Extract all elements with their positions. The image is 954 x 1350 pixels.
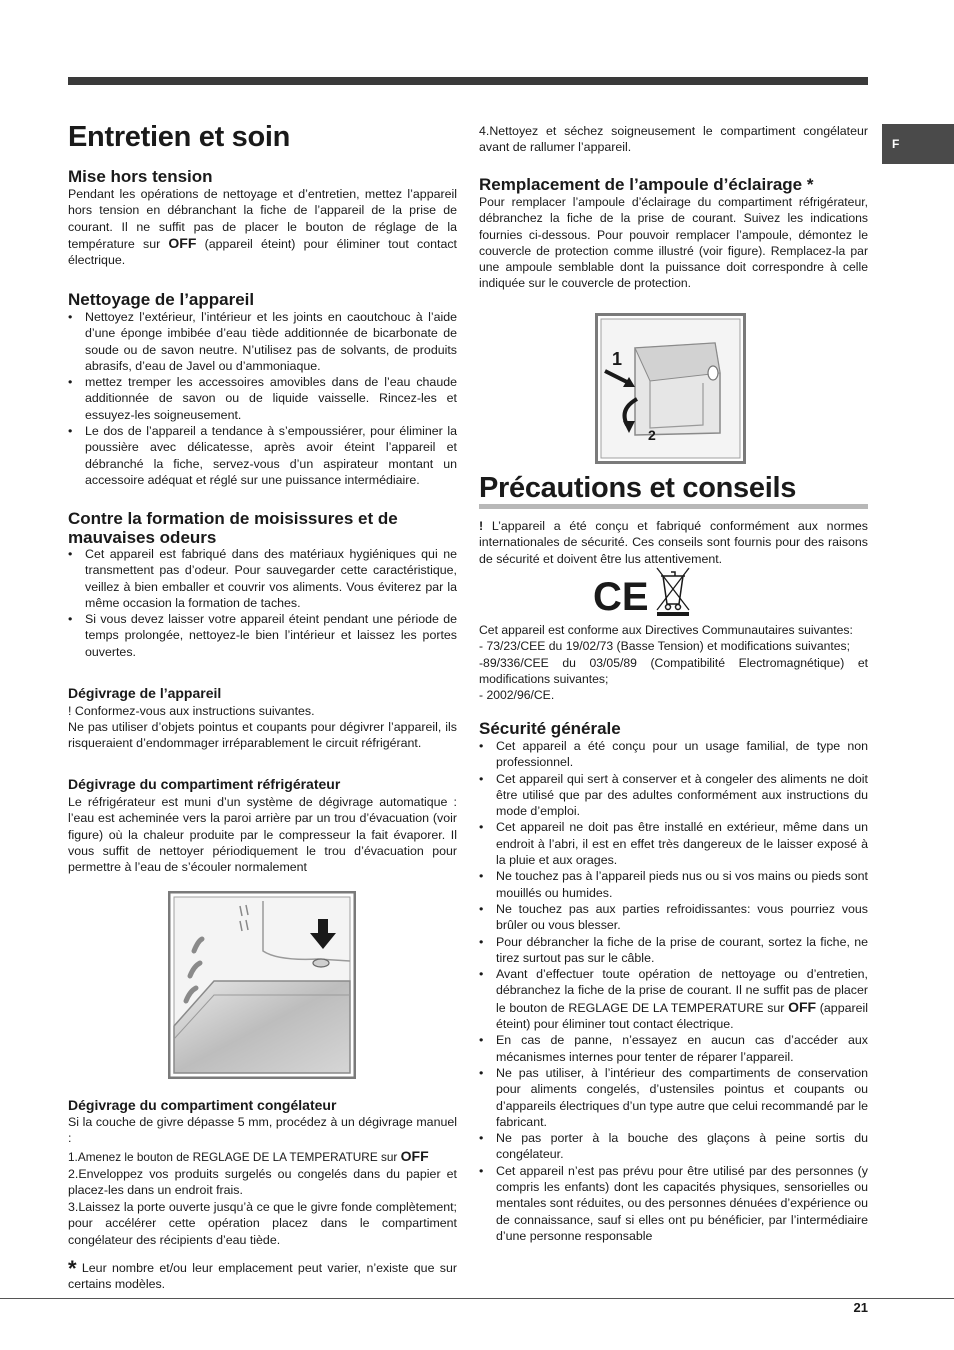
list-item: • Nettoyez l’extérieur, l’intérieur et les joints en caoutchouc à l’aide d’une éponge imbibée d’eau tiède additionnée de bicarbonate de soude ou de savon neutre. N’utilisez pas de solvants, de produits abrasifs, d’eau de Javel ou d’ammoniaque. <box>68 309 457 374</box>
header-rule <box>68 77 868 85</box>
heading-degivrage: Dégivrage de l’appareil <box>68 685 222 701</box>
section-title-entretien: Entretien et soin <box>68 121 291 153</box>
refrigerator-drain-illustration <box>168 891 356 1079</box>
degivrage-note: ! Conformez-vous aux instructions suivantes. <box>68 704 315 718</box>
figure-refrigerator-drain <box>168 891 356 1079</box>
language-tab: F <box>882 124 954 164</box>
list-item: • Ne touchez pas aux parties refroidissantes: vous pourriez vous brûler ou vous blesser. <box>479 901 868 934</box>
figure-label-1: 1 <box>612 349 623 369</box>
heading-degivrage-refrigerateur: Dégivrage du compartiment réfrigérateur <box>68 776 341 792</box>
heading-nettoyage: Nettoyage de l’appareil <box>68 290 255 309</box>
list-item: • Le dos de l’appareil a tendance à s’empoussiérer, pour éliminer la poussière avec délicatesse, après avoir éteint l’appareil et débranché la fiche, servez-vous d’un aspirateur montant un accessoire adéquat et réglé sur une puissance intermédiaire. <box>68 423 457 488</box>
warning-mark: ! <box>479 519 484 533</box>
ce-weee-icon <box>591 566 691 616</box>
section-title-precautions-wrap <box>479 471 868 511</box>
off-label: OFF <box>400 1148 429 1164</box>
list-item: • Ne pas porter à la bouche des glaçons à peine sortis du congélateur. <box>479 1130 868 1163</box>
list-item: • mettez tremper les accessoires amovibles dans de l’eau chaude additionnée de savon ou de liquide vaisselle. Rincez-les et essuyez-les soigneusement. <box>68 374 457 423</box>
page-number: 21 <box>853 1300 868 1315</box>
congelateur-step-2: 2.Enveloppez vos produits surgelés ou congelés dans du papier et placez-les dans un endroit frais. <box>68 1167 457 1198</box>
heading-ampoule: Remplacement de l’ampoule d’éclairage * <box>479 175 814 194</box>
heading-mise-hors-tension: Mise hors tension <box>68 167 213 186</box>
heading-degivrage-congelateur: Dégivrage du compartiment congélateur <box>68 1097 337 1113</box>
list-item: • Cet appareil qui sert à conserver et à congeler des aliments ne doit être utilisé que par des adultes conformément aux instructions du mode d’emploi. <box>479 771 868 820</box>
footnote-asterisk: * <box>68 1256 77 1281</box>
nettoyage-list <box>68 309 457 488</box>
footer-rule <box>0 1298 954 1299</box>
off-label: OFF <box>168 234 197 251</box>
congelateur-step-3: 3.Laissez la porte ouverte jusqu’à ce que le givre fonde complètement; pour accélérer cette opération placez dans le compartiment congélateur des récipients d’eau tiède. <box>68 1200 457 1247</box>
figure-label-2: 2 <box>648 427 656 443</box>
directive-line: -89/336/CEE du 03/05/89 (Compatibilité Electromagnétique) et modifications suivantes; <box>479 655 868 686</box>
list-item: • Si vous devez laisser votre appareil éteint pendant une période de temps prolongée, nettoyez-le bien l’intérieur et laissez les portes ouvertes. <box>68 611 457 660</box>
list-item: • Cet appareil n’est pas prévu pour être utilisé par des personnes (y compris les enfants) dont les capacités physiques, sensorielles ou mentales sont réduites, ou des personnes dénuées d’expérience ou de connaissance, sauf si elles ont pu bénéficier, par l’intermédiaire d’une personne responsable <box>479 1163 868 1244</box>
list-item: • En cas de panne, n’essayez en aucun cas d’accéder aux mécanismes internes pour tenter de réparer l’appareil. <box>479 1032 868 1065</box>
off-label: OFF <box>788 998 817 1015</box>
directive-line: - 73/23/CEE du 19/02/73 (Basse Tension) et modifications suivantes; <box>479 639 851 654</box>
securite-list <box>479 738 868 1244</box>
congelateur-step-4: 4.Nettoyez et séchez soigneusement le compartiment congélateur avant de rallumer l’appareil. <box>479 124 868 155</box>
list-item: • Cet appareil a été conçu pour un usage familial, de type non professionnel. <box>479 738 868 771</box>
list-item: • Ne pas utiliser, à l’intérieur des compartiments de conservation pour aliments congelés, d’ustensiles pointus et coupants ou d’appareils électriques d’un type autre que celui recommandé par le fabricant. <box>479 1065 868 1130</box>
moisissures-list <box>68 546 457 660</box>
precautions-intro: ! L’appareil a été conçu et fabriqué conformément aux normes internationales de sécurité. Ces conseils sont fournis pour des raisons de sécurité et doivent être lus attentivement. <box>479 519 868 566</box>
list-item: • Cet appareil ne doit pas être installé en extérieur, même dans un endroit à l’abri, il est en effet très dangereux de le laisser exposé à la pluie et aux orages. <box>479 819 868 868</box>
footnote: * Leur nombre et/ou leur emplacement peut varier, n’existe que sur certains modèles. <box>68 1256 457 1292</box>
list-item: • Pour débrancher la fiche de la prise de courant, sortez la fiche, ne tirez surtout pas sur le câble. <box>479 934 868 967</box>
compliance-marks <box>591 566 691 616</box>
degivrage-text: Ne pas utiliser d’objets pointus et coupants pour dégivrer l’appareil, ils risqueraient d’endommager irréparablement le circuit réfrigérant. <box>68 720 457 751</box>
heading-securite: Sécurité générale <box>479 719 621 738</box>
ce-mark: CE <box>593 575 649 616</box>
lamp-cover-illustration <box>595 313 746 464</box>
section-title-precautions: Précautions et conseils <box>479 472 797 504</box>
congelateur-step-1: 1.Amenez le bouton de REGLAGE DE LA TEMPERATURE sur OFF <box>68 1148 429 1164</box>
ampoule-text: Pour remplacer l’ampoule d’éclairage du compartiment réfrigérateur, débranchez la fiche de la prise de courant. Suivez les indications fournies ci-dessous. Pour pouvoir remplacer l’ampoule, démontez le couvercle de protection comme illustré (voir figure). Remplacez-la par une ampoule semblable dont la puissance doit correspondre à celle indiquée sur le couvercle de protection. <box>479 195 868 291</box>
refrigerateur-text: Le réfrigérateur est muni d’un système de dégivrage automatique : l’eau est acheminée vers la paroi arrière par un trou d’évacuation (voir figure) où la chaleur produite par le compresseur la fait évaporer. Il vous suffit de nettoyer périodiquement le trou d’évacuation pour permettre à l’eau de s’écouler normalement <box>68 795 457 875</box>
figure-lamp-cover <box>595 313 746 464</box>
directive-line: - 2002/96/CE. <box>479 688 555 703</box>
list-item: • Cet appareil est fabriqué dans des matériaux hygiéniques qui ne transmettent pas d’odeur. Pour sauvegarder cette caractéristique, veillez à bien emballer et couvrir vos aliments. Vous éviterez par la même occasion la formation de taches. <box>68 546 457 611</box>
directives-block <box>479 622 868 703</box>
list-item: • Avant d’effectuer toute opération de nettoyage ou d’entretien, débranchez la fiche de la prise de courant. Il ne suffit pas de placer le bouton de REGLAGE DE LA TEMPERATURE sur OFF (appareil éteint) pour éliminer tout contact électrique. <box>479 966 868 1032</box>
title-underline <box>479 504 868 509</box>
directive-line: Cet appareil est conforme aux Directives Communautaires suivantes: <box>479 623 853 637</box>
list-item: • Ne touchez pas à l’appareil pieds nus ou si vos mains ou pieds sont mouillés ou humides. <box>479 868 868 901</box>
congelateur-intro: Si la couche de givre dépasse 5 mm, procédez à un dégivrage manuel : <box>68 1115 457 1146</box>
mise-hors-tension-text: Pendant les opérations de nettoyage et d’entretien, mettez l’appareil hors tension en débranchant la fiche de l’appareil de la prise de courant. Il ne suffit pas de placer le bouton de réglage de la température sur OFF (appareil éteint) pour éliminer tout contact électrique. <box>68 187 457 268</box>
heading-moisissures: Contre la formation de moisissures et de mauvaises odeurs <box>68 509 398 547</box>
